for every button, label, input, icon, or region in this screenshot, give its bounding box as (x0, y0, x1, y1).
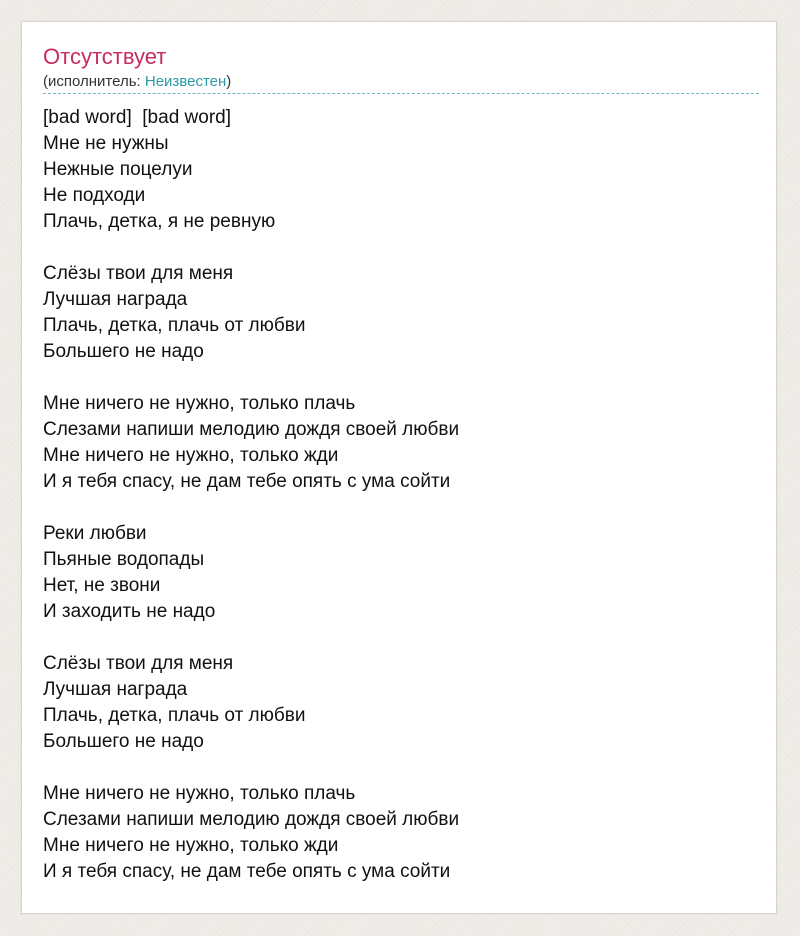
lyrics-card (21, 21, 777, 914)
lyric-line: Нет, не звони (43, 575, 161, 596)
lyric-line: Мне ничего не нужно, только жди (43, 445, 339, 466)
lyric-line: Слёзы твои для меня (43, 653, 234, 674)
lyric-line: Нежные поцелуи (43, 159, 193, 180)
stanza-gap (43, 235, 759, 261)
song-title: Отсутствует (43, 44, 167, 69)
lyric-line: Пьяные водопады (43, 549, 205, 570)
stanza-gap (43, 755, 759, 781)
lyric-line: И заходить не надо (43, 601, 216, 622)
lyric-line: [bad word] [bad word] (43, 107, 231, 128)
lyric-line: Мне ничего не нужно, только плачь (43, 393, 356, 414)
stanza-gap (43, 625, 759, 651)
lyric-line: Слёзы твои для меня (43, 263, 234, 284)
lyric-line: Мне ничего не нужно, только жди (43, 835, 339, 856)
stanza-gap (43, 495, 759, 521)
lyric-line: Не подходи (43, 185, 146, 206)
lyric-line: Слезами напиши мелодию дождя своей любви (43, 809, 460, 830)
artist-prefix: (исполнитель: (43, 73, 145, 90)
artist-line (43, 72, 759, 94)
lyric-line: Плачь, детка, плачь от любви (43, 705, 306, 726)
lyric-line: Лучшая награда (43, 679, 188, 700)
lyric-line: И я тебя спасу, не дам тебе опять с ума сойти (43, 861, 451, 882)
stanza-gap (43, 365, 759, 391)
artist-link[interactable]: Неизвестен (144, 73, 227, 90)
lyric-line: И я тебя спасу, не дам тебе опять с ума сойти (43, 471, 451, 492)
artist-suffix: ) (226, 73, 232, 90)
lyrics-body (43, 105, 759, 885)
lyric-line: Плачь, детка, я не ревную (43, 211, 276, 232)
lyric-line: Реки любви (43, 523, 147, 544)
lyric-line: Слезами напиши мелодию дождя своей любви (43, 419, 460, 440)
lyric-line: Большего не надо (43, 341, 204, 362)
lyric-line: Лучшая награда (43, 289, 188, 310)
lyric-line: Мне ничего не нужно, только плачь (43, 783, 356, 804)
lyric-line: Большего не надо (43, 731, 204, 752)
lyric-line: Мне не нужны (43, 133, 169, 154)
lyric-line: Плачь, детка, плачь от любви (43, 315, 306, 336)
